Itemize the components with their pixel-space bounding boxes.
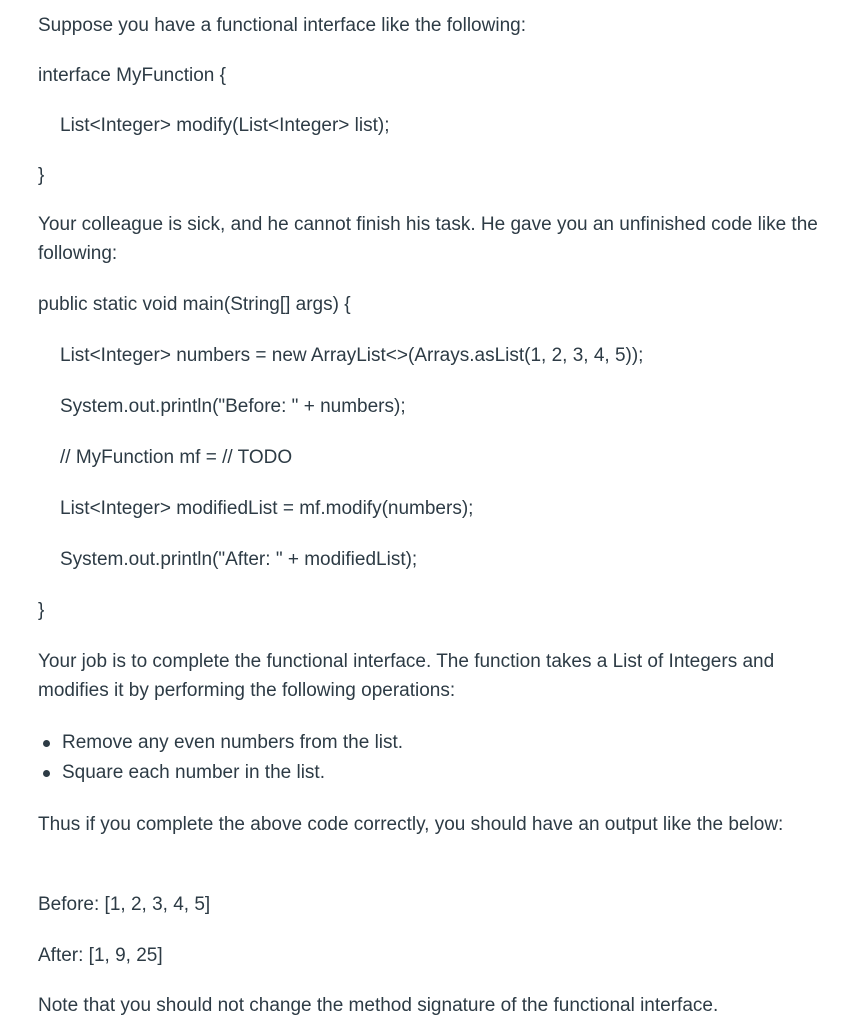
operation-text: Remove any even numbers from the list. [62, 732, 404, 753]
operation-text: Square each number in the list. [62, 762, 325, 783]
interface-method-signature: List<Integer> modify(List<Integer> list); [60, 115, 390, 136]
output-after: After: [1, 9, 25] [38, 945, 163, 966]
interface-closing-brace: } [38, 165, 45, 186]
list-item [0, 758, 403, 788]
main-method-declaration: public static void main(String[] args) { [38, 294, 351, 315]
code-line: System.out.println("Before: " + numbers); [60, 396, 406, 417]
code-line: List<Integer> modifiedList = mf.modify(numbers); [60, 498, 474, 519]
note-text: Note that you should not change the method signature of the functional interface. [38, 995, 719, 1016]
code-line: System.out.println("After: " + modifiedList); [60, 549, 418, 570]
bullet-icon [43, 770, 50, 777]
main-method-closing-brace: } [38, 600, 45, 621]
interface-declaration: interface MyFunction { [38, 65, 226, 86]
colleague-paragraph: Your colleague is sick, and he cannot finish his task. He gave you an unfinished code like the following: [38, 214, 818, 264]
list-item [0, 728, 403, 758]
output-before: Before: [1, 2, 3, 4, 5] [38, 894, 211, 915]
code-line: List<Integer> numbers = new ArrayList<>(Arrays.asList(1, 2, 3, 4, 5)); [60, 345, 644, 366]
intro-text: Suppose you have a functional interface like the following: [38, 15, 526, 36]
bullet-icon [43, 740, 50, 747]
job-paragraph: Your job is to complete the functional interface. The function takes a List of Integers and modifies it by performing the following operations: [38, 651, 775, 701]
operations-list [0, 728, 403, 788]
code-line: // MyFunction mf = // TODO [60, 447, 293, 468]
output-paragraph: Thus if you complete the above code correctly, you should have an output like the below: [38, 814, 784, 835]
